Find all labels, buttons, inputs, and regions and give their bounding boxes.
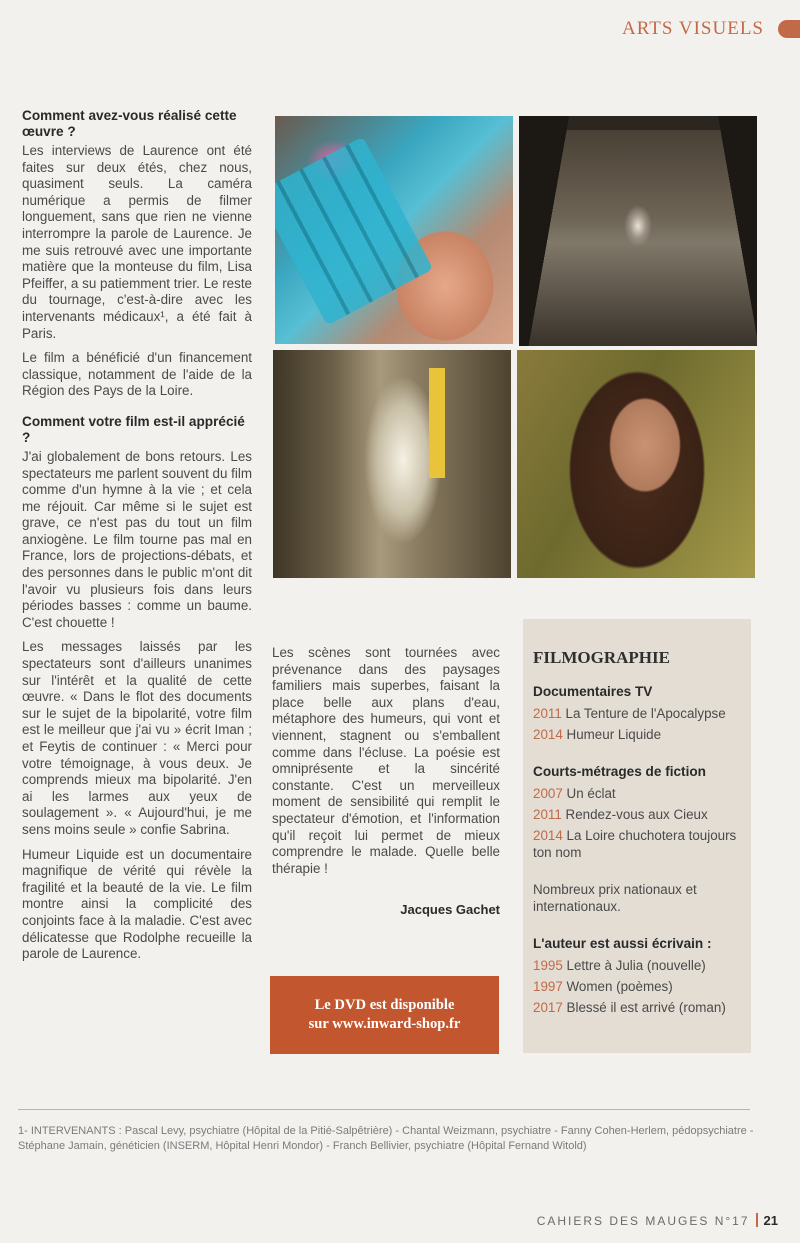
paragraph: Le film a bénéficié d'un financement classique, notamment de l'aide de la Région des Pays de la Loire. [22,350,252,399]
filmography-entry: 2007 Un éclat [533,786,616,801]
pill-tray-shape [275,137,433,326]
filmography-entry: 2011 La Tenture de l'Apocalypse [533,706,726,721]
dvd-link[interactable]: sur www.inward-shop.fr [308,1016,461,1032]
dvd-availability-box [270,976,499,1054]
middle-column [272,645,500,877]
corridor-walls-shape [519,116,757,346]
filmography-entry: 1995 Lettre à Julia (nouvelle) [533,958,706,973]
left-column [22,108,252,971]
filmography-entry: 2017 Blessé il est arrivé (roman) [533,1000,726,1015]
photo-corridor-outdoor [519,116,757,346]
publication-name: CAHIERS DES MAUGES N°17 [536,1214,750,1228]
filmography-subheading: Courts-métrages de fiction [533,764,706,779]
question-heading: Comment votre film est-il apprécié ? [22,413,245,445]
awards-note: Nombreux prix nationaux et internationaux. [533,882,697,914]
footnote: 1- INTERVENANTS : Pascal Levy, psychiatre (Hôpital de la Pitié-Salpêtrière) - Chantal Weizmann, psychiatre - Fanny Cohen-Herlem, pédopsychiatre - Stéphane Jamain, généticien (INSERM, Hôpital Henri Mondor) - Franch Bellivier, psychiatre (Hôpital Fernand Witold) [18,1125,754,1152]
filmography-entry: 2014 La Loire chuchotera toujours ton nom [533,828,737,860]
filmography-box [523,619,751,1053]
filmography-title: FILMOGRAPHIE [533,648,670,667]
yellow-door-shape [429,368,445,478]
question-heading: Comment avez-vous réalisé cette œuvre ? [22,108,237,139]
paragraph: J'ai globalement de bons retours. Les spectateurs me parlent souvent du film comme d'un hymne à la vie ; et cela me réjouit. Car même si le sujet est grave, ce n'est pas du tout un film anxiogène. Le film tourne pas mal en France, lors de projections-débats, et des personnes dans le public m'ont dit l'avoir vu plusieurs fois dans leurs périodes basses : comme un baume. C'est chouette ! [22,448,252,630]
page-number: 21 [763,1213,778,1228]
photo-hallway-figures [273,350,511,578]
section-heading: ARTS VISUELS [622,18,764,39]
filmography-entry: 2011 Rendez-vous aux Cieux [533,807,708,822]
paragraph: Les messages laissés par les spectateurs sont d'ailleurs unanimes sur l'intérêt et la qualité de cette œuvre. « Dans le flot des documents sur le sujet de la bipolarité, votre film est le meilleur que j'ai vu » écrit Iman ; et Feytis de continuer : « Merci pour votre témoignage, à vous deux. Je comprends mieux ma bipolarité. J'en ai les larmes aux yeux de soulagement ». « Aujourd'hui, je me sens moins seule » confie Sabrina. [22,639,252,837]
footnote-divider [18,1109,750,1110]
paragraph: Les interviews de Laurence ont été faites sur deux étés, chez nous, quasiment seuls. La caméra numérique a permis de filmer longuement, sans que rien ne vienne interrompre la parole de Laurence. Je me suis retrouvé avec une importante matière que la monteuse du film, Lisa Pfeiffer, a su patiemment trier. Le reste du tournage, c'est-à-dire avec les intervenants médicaux¹, a été fait à Paris. [22,143,252,341]
filmography-subheading: L'auteur est aussi écrivain : [533,936,712,951]
section-tab-decoration [778,20,800,38]
paragraph: Humeur Liquide est un documentaire magnifique de vérité qui révèle la fragilité et la beauté de la vie. Le film montre ainsi la complicité des conjoints face à la maladie. C'est avec délicatesse que Rodolphe recueille la parole de Laurence. [22,846,252,962]
dvd-line: Le DVD est disponible [314,997,455,1013]
filmography-entry: 2014 Humeur Liquide [533,727,662,742]
filmography-entry: 1997 Women (poèmes) [533,979,673,994]
page-footer [537,1213,778,1228]
filmography-subheading: Documentaires TV [533,684,653,699]
author-signature: Jacques Gachet [400,902,500,917]
photo-woman-portrait [517,350,755,578]
paragraph: Les scènes sont tournées avec prévenance dans des paysages familiers mais superbes, faisant la place belle aux plans d'eau, métaphore des humeurs, qui vont et viennent, stagnent ou s'emballent comme dans l'écluse. La poésie est omniprésente et la sincérité constante. C'est un merveilleux moment de sensibilité qui remplit le spectateur d'émotion, et l'information qu'il reçoit lui permet de mieux comprendre le malade. Quelle belle thérapie ! [272,645,500,876]
footer-separator [756,1213,758,1227]
photo-pill-box [275,116,513,344]
